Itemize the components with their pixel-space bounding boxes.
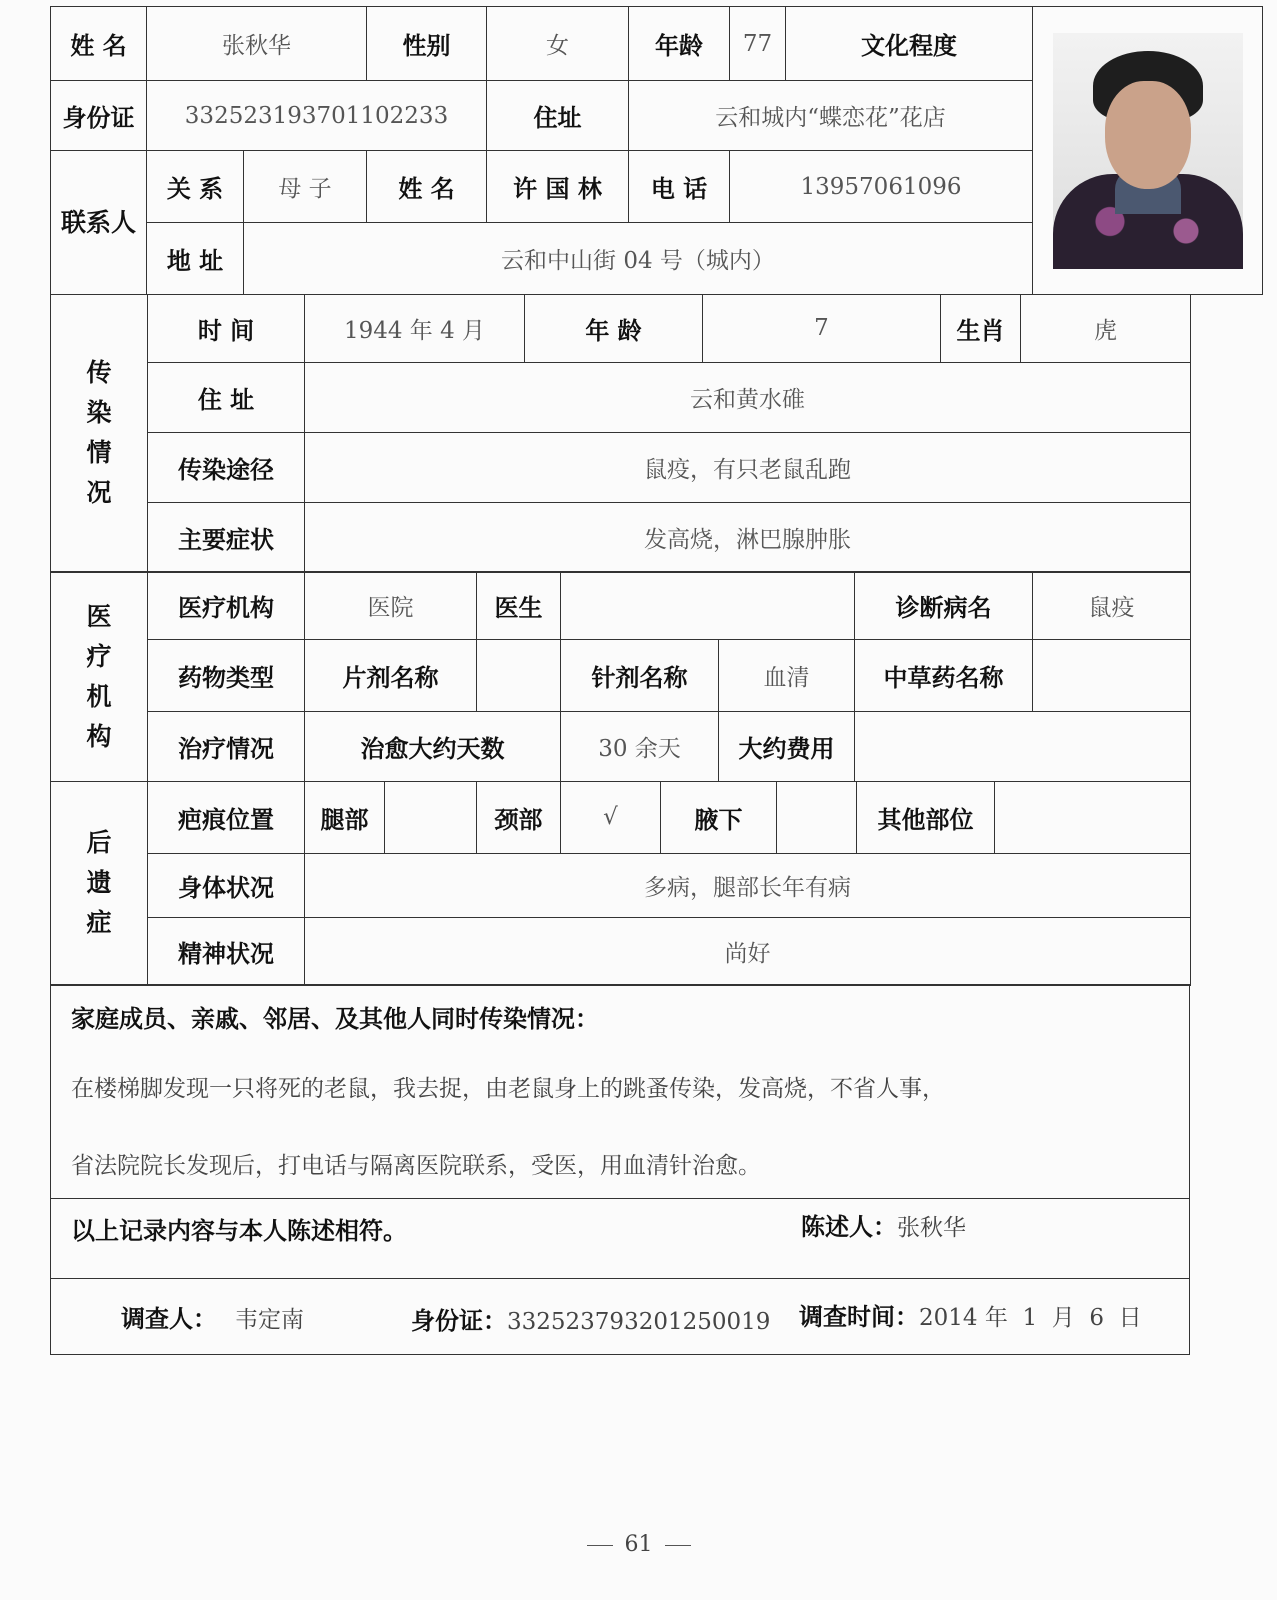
symptom-value: 发高烧，淋巴腺肿胀 bbox=[305, 502, 1191, 572]
inject-label: 针剂名称 bbox=[561, 640, 719, 712]
neck-value: √ bbox=[561, 781, 661, 853]
tablet-label: 片剂名称 bbox=[305, 640, 477, 712]
contact-name-label: 姓 名 bbox=[367, 151, 487, 223]
narrative-title: 家庭成员、亲戚、邻居、及其他人同时传染情况： bbox=[71, 1005, 599, 1033]
page-number: 61 bbox=[0, 1532, 1277, 1557]
infection-age-value: 7 bbox=[703, 294, 941, 362]
contact-section-label: 联系人 bbox=[51, 151, 147, 295]
phone-value: 13957061096 bbox=[730, 151, 1033, 223]
relation-label: 关 系 bbox=[147, 151, 244, 223]
investigator-name: 韦定南 bbox=[235, 1307, 304, 1333]
days-label: 治愈大约天数 bbox=[305, 712, 561, 782]
other-label: 其他部位 bbox=[857, 781, 995, 853]
infection-addr-label: 住 址 bbox=[148, 362, 305, 432]
edu-label: 文化程度 bbox=[786, 7, 1033, 81]
id-value: 332523193701102233 bbox=[147, 81, 487, 151]
route-value: 鼠疫，有只老鼠乱跑 bbox=[305, 432, 1191, 502]
statement-cell bbox=[51, 1199, 1190, 1279]
mental-label: 精神状况 bbox=[148, 917, 305, 985]
age-label: 年龄 bbox=[629, 7, 730, 81]
leg-label: 腿部 bbox=[305, 781, 385, 853]
statement-text: 以上记录内容与本人陈述相符。 bbox=[71, 1217, 407, 1245]
zodiac-label: 生肖 bbox=[941, 294, 1021, 362]
other-value bbox=[995, 781, 1191, 853]
addr-value: 云和城内“蝶恋花”花店 bbox=[629, 81, 1033, 151]
contact-name-value: 许 国 林 bbox=[487, 151, 629, 223]
mental-value: 尚好 bbox=[305, 917, 1191, 985]
narrative-table bbox=[50, 984, 1190, 1355]
armpit-label: 腋下 bbox=[661, 781, 777, 853]
survey-date: 2014 年 1 月 6 日 bbox=[919, 1305, 1142, 1331]
investigator-label: 调查人： bbox=[121, 1305, 217, 1333]
medical-table bbox=[50, 571, 1191, 782]
inject-value: 血清 bbox=[719, 640, 855, 712]
diag-label: 诊断病名 bbox=[855, 572, 1033, 640]
scar-label: 疤痕位置 bbox=[148, 781, 305, 853]
body-label: 身体状况 bbox=[148, 853, 305, 917]
narrative-cell bbox=[51, 985, 1190, 1199]
doctor-value bbox=[561, 572, 855, 640]
route-label: 传染途径 bbox=[148, 432, 305, 502]
gender-label: 性别 bbox=[367, 7, 487, 81]
infection-section-label: 传染情况 bbox=[51, 294, 148, 572]
org-value: 医院 bbox=[305, 572, 477, 640]
zodiac-value: 虎 bbox=[1021, 294, 1191, 362]
age-value: 77 bbox=[730, 7, 786, 81]
herb-label: 中草药名称 bbox=[855, 640, 1033, 712]
name-value: 张秋华 bbox=[147, 7, 367, 81]
survey-date-label: 调查时间： bbox=[799, 1303, 919, 1331]
drug-label: 药物类型 bbox=[148, 640, 305, 712]
diag-value: 鼠疫 bbox=[1033, 572, 1191, 640]
cost-label: 大约费用 bbox=[719, 712, 855, 782]
investigator-id-label: 身份证： bbox=[411, 1307, 507, 1335]
sequelae-table bbox=[50, 781, 1191, 986]
cost-value bbox=[855, 712, 1191, 782]
narrative-line-1: 在楼梯脚发现一只将死的老鼠，我去捉，由老鼠身上的跳蚤传染，发高烧，不省人事， bbox=[71, 1076, 945, 1102]
contact-addr-value: 云和中山街 04 号（城内） bbox=[244, 223, 1033, 295]
org-label: 医疗机构 bbox=[148, 572, 305, 640]
gender-value: 女 bbox=[487, 7, 629, 81]
addr-label: 住址 bbox=[487, 81, 629, 151]
time-label: 时 间 bbox=[148, 294, 305, 362]
body-value: 多病，腿部长年有病 bbox=[305, 853, 1191, 917]
infection-table bbox=[50, 294, 1191, 573]
tablet-value bbox=[477, 640, 561, 712]
narrator-label: 陈述人： bbox=[801, 1213, 897, 1241]
phone-label: 电 话 bbox=[629, 151, 730, 223]
narrator-name: 张秋华 bbox=[897, 1215, 966, 1241]
investigator-cell bbox=[51, 1279, 1190, 1355]
armpit-value bbox=[777, 781, 857, 853]
survey-form bbox=[50, 6, 1190, 1355]
contact-addr-label: 地 址 bbox=[147, 223, 244, 295]
days-value: 30 余天 bbox=[561, 712, 719, 782]
leg-value bbox=[385, 781, 477, 853]
investigator-id: 332523793201250019 bbox=[507, 1309, 771, 1335]
doctor-label: 医生 bbox=[477, 572, 561, 640]
basic-info-table bbox=[50, 6, 1263, 295]
infection-age-label: 年 龄 bbox=[525, 294, 703, 362]
symptom-label: 主要症状 bbox=[148, 502, 305, 572]
medical-section-label: 医疗机构 bbox=[51, 572, 148, 782]
narrative-line-2: 省法院院长发现后，打电话与隔离医院联系，受医，用血清针治愈。 bbox=[71, 1153, 761, 1179]
herb-value bbox=[1033, 640, 1191, 712]
treat-label: 治疗情况 bbox=[148, 712, 305, 782]
relation-value: 母 子 bbox=[244, 151, 367, 223]
neck-label: 颈部 bbox=[477, 781, 561, 853]
time-value: 1944 年 4 月 bbox=[305, 294, 525, 362]
photo-cell bbox=[1033, 7, 1263, 295]
infection-addr-value: 云和黄水碓 bbox=[305, 362, 1191, 432]
name-label: 姓 名 bbox=[51, 7, 147, 81]
sequelae-section-label: 后遗症 bbox=[51, 781, 148, 985]
id-label: 身份证 bbox=[51, 81, 147, 151]
portrait-photo bbox=[1053, 33, 1243, 269]
